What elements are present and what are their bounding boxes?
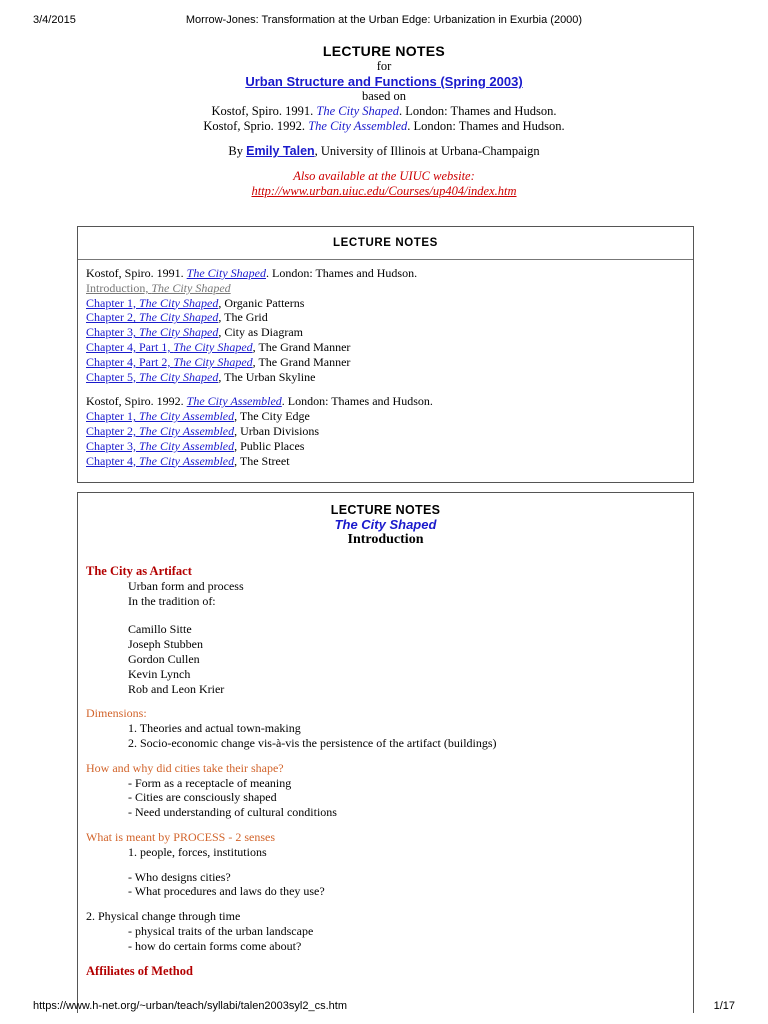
city-shaped-link[interactable]: The City Shaped: [186, 266, 266, 280]
list-item[interactable]: Chapter 3, The City Assembled, Public Places: [86, 438, 305, 453]
list-item[interactable]: Chapter 2, The City Assembled, Urban Divisions: [86, 423, 320, 438]
shaped-chapter-list: [86, 296, 685, 385]
lecture-index-box: [77, 226, 694, 483]
reference-1: Kostof, Spiro. 1991. The City Shaped. London: Thames and Hudson.: [211, 104, 557, 118]
intro-link[interactable]: Introduction, The City Shaped: [86, 280, 231, 295]
page-number: 1/17: [713, 1000, 735, 1012]
index-reference-2: Kostof, Spiro. 1992. The City Assembled. London: Thames and Hudson.: [86, 394, 433, 409]
index-heading: LECTURE NOTES: [78, 227, 693, 260]
course-link[interactable]: Urban Structure and Functions (Spring 2003): [245, 74, 523, 89]
list-item: - Form as a receptacle of meaning: [128, 775, 292, 790]
list-item: - physical traits of the urban landscape: [128, 923, 314, 938]
list-item[interactable]: Chapter 4, Part 1, The City Shaped, The Grand Manner: [86, 339, 351, 354]
tradition-list: [86, 622, 685, 696]
author-link[interactable]: Emily Talen: [246, 144, 315, 158]
author-line: By Emily Talen, University of Illinois at Urbana-Champaign: [228, 144, 540, 158]
list-item: Gordon Cullen: [128, 651, 200, 666]
for-label: for: [376, 59, 392, 73]
main-heading: LECTURE NOTES: [322, 43, 446, 59]
list-item: Camillo Sitte: [128, 622, 192, 637]
notes-heading: LECTURE NOTES: [330, 503, 441, 517]
print-date: 3/4/2015: [33, 14, 76, 26]
list-item[interactable]: Chapter 4, The City Assembled, The Street: [86, 453, 290, 468]
section-affiliates-of-method: Affiliates of Method: [86, 963, 193, 978]
list-item: 1. Theories and actual town-making: [128, 721, 301, 736]
artifact-line: In the tradition of:: [128, 593, 216, 608]
also-available: Also available at the UIUC website:: [293, 169, 475, 183]
list-item: Joseph Stubben: [128, 637, 203, 652]
list-item[interactable]: Chapter 3, The City Shaped, City as Diagram: [86, 325, 303, 340]
list-item: - Who designs cities?: [128, 869, 231, 884]
list-item: 2. Physical change through time: [86, 909, 241, 924]
city-assembled-link[interactable]: The City Assembled: [186, 394, 282, 409]
list-item[interactable]: Chapter 2, The City Shaped, The Grid: [86, 310, 268, 325]
introduction-notes-box: [77, 492, 694, 1013]
list-item: 1. people, forces, institutions: [128, 844, 267, 859]
page-title: Morrow-Jones: Transformation at the Urban Edge: Urbanization in Exurbia (2000): [185, 14, 583, 26]
list-item[interactable]: Chapter 1, The City Assembled, The City Edge: [86, 409, 310, 424]
list-item: 2. Socio-economic change vis-à-vis the persistence of the artifact (buildings): [128, 735, 497, 750]
list-item: - What procedures and laws do they use?: [128, 884, 325, 899]
list-item: - Cities are consciously shaped: [128, 790, 277, 805]
document-title-block: [0, 43, 768, 199]
list-item[interactable]: Chapter 4, Part 2, The City Shaped, The Grand Manner: [86, 354, 351, 369]
list-item: - Need understanding of cultural conditions: [128, 805, 337, 820]
list-item: Kevin Lynch: [128, 666, 191, 681]
reference-2: Kostof, Sprio. 1992. The City Assembled. London: Thames and Hudson.: [203, 119, 565, 133]
notes-book-title: The City Shaped: [334, 517, 437, 532]
notes-chapter-title: Introduction: [347, 532, 424, 547]
index-reference-1: Kostof, Spiro. 1991. The City Shaped. London: Thames and Hudson.: [86, 266, 418, 280]
section-how-and-why: How and why did cities take their shape?: [86, 760, 284, 775]
list-item: - how do certain forms come about?: [128, 938, 302, 953]
list-item[interactable]: Chapter 1, The City Shaped, Organic Patterns: [86, 295, 305, 310]
based-on-label: based on: [361, 89, 407, 103]
artifact-line: Urban form and process: [128, 578, 244, 593]
section-city-as-artifact: The City as Artifact: [86, 564, 192, 578]
section-process: What is meant by PROCESS - 2 senses: [86, 829, 275, 844]
assembled-chapter-list: [86, 409, 685, 468]
source-url: https://www.h-net.org/~urban/teach/syllabi/talen2003syl2_cs.htm: [33, 1000, 347, 1012]
list-item: Rob and Leon Krier: [128, 681, 225, 696]
section-dimensions: Dimensions:: [86, 706, 147, 721]
list-item[interactable]: Chapter 5, The City Shaped, The Urban Skyline: [86, 369, 316, 384]
website-link[interactable]: http://www.urban.uiuc.edu/Courses/up404/index.htm: [251, 184, 517, 198]
